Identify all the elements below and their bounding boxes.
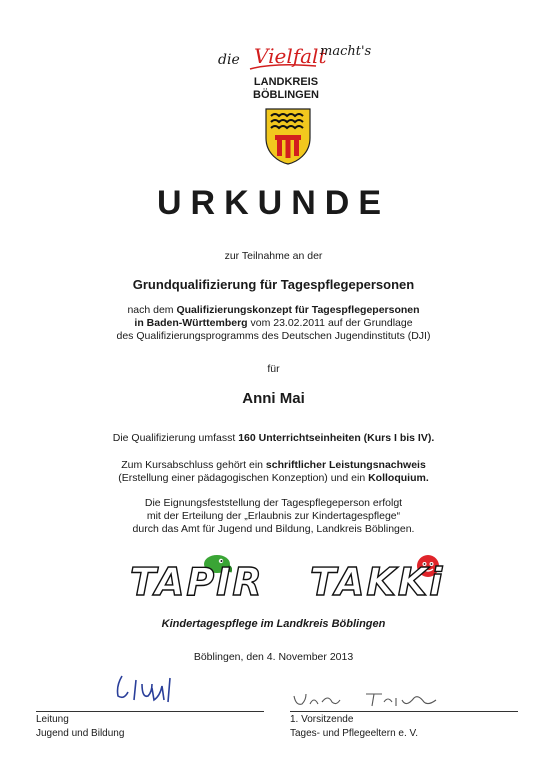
for-word: für: [267, 363, 280, 375]
hours-prefix: Die Qualifizierung umfasst: [112, 432, 239, 444]
district-line2: BÖBLINGEN: [253, 89, 319, 101]
right-role1: 1. Vorsitzende: [290, 714, 354, 725]
slogan-die: die: [218, 52, 240, 68]
exam-bold: schriftlicher Leistungsnachweis: [265, 459, 426, 471]
left-role2: Jugend und Bildung: [36, 728, 125, 739]
right-role2: Tages- und Pflegeeltern e. V.: [290, 728, 419, 739]
exam-line2-prefix: (Erstellung einer pädagogischen Konzeption) und ein: [118, 472, 369, 484]
exam-line2: [0, 472, 547, 485]
recipient-name: Anni Mai: [242, 390, 305, 407]
concept-line2: [0, 317, 547, 330]
suitability-line1: Die Eignungsfeststellung der Tagespflegeperson erfolgt: [144, 497, 403, 509]
document-title: URKUNDE: [157, 184, 390, 222]
hours-bold: 160 Unterrichtseinheiten (Kurs I bis IV).: [238, 432, 435, 444]
coat-of-arms-icon: [263, 106, 313, 166]
exam-prefix: Zum Kursabschluss gehört ein: [121, 459, 266, 471]
slogan-macht: macht's: [320, 44, 372, 59]
district-name: [246, 76, 326, 102]
left-signature-icon: [108, 666, 194, 712]
concept-rest: vom 23.02.2011 auf der Grundlage: [247, 317, 413, 329]
right-signature-line: [290, 711, 518, 712]
left-role1: Leitung: [36, 714, 69, 725]
district-line1: LANDKREIS: [253, 76, 319, 88]
left-signature-label: [36, 713, 124, 741]
concept-prefix: nach dem: [127, 304, 177, 316]
slogan-swoosh: [248, 62, 318, 72]
slogan-vielfalt: Vielfalt: [254, 44, 327, 68]
suitability-line2: mit der Erteilung der „Erlaubnis zur Kindertagespflege“: [146, 510, 401, 522]
course-title: Grundqualifizierung für Tagespflegepersonen: [132, 277, 415, 292]
concept-bold2: in Baden-Württemberg: [134, 317, 248, 329]
right-signature-label: [290, 713, 418, 741]
slogan: [218, 40, 398, 70]
place-date: Böblingen, den 4. November 2013: [193, 651, 354, 663]
concept-line1: [0, 304, 547, 317]
suitability-line3: durch das Amt für Jugend und Bildung, Landkreis Böblingen.: [132, 523, 415, 535]
participation-text: zur Teilnahme an der: [224, 250, 323, 262]
tagline: Kindertagespflege im Landkreis Böblingen: [161, 618, 386, 630]
exam-line1: [0, 459, 547, 472]
concept-bold: Qualifizierungskonzept für Tagespflegepersonen: [176, 304, 420, 316]
takki-wordmark: TAKKi: [310, 560, 445, 604]
left-signature-line: [36, 711, 264, 712]
concept-line3: des Qualifizierungsprogramms des Deutschen Jugendinstituts (DJI): [116, 330, 431, 342]
tapir-wordmark: TAPIR: [130, 560, 264, 604]
exam-line2-bold: Kolloquium.: [368, 472, 429, 484]
hours-line: [0, 432, 547, 445]
